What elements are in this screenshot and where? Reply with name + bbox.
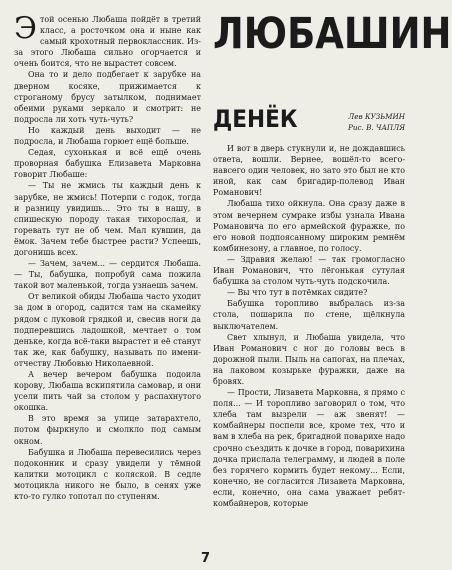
paragraph-1: Этой осенью Любаша пойдёт в третий класс, а росточком она и ныне как самый крохотный первоклассник. Из-за этого Любаша сильно огорчается и очень боится, что не вырастет совсем. xyxy=(14,11,201,69)
paragraph-r1: И вот в дверь стукнули и, не дождавшись ответа, вошли. Вернее, вошёл-то всего-навсего один человек, но зато это был не кто иной, как сам бригадир-полевод Иван Романович! xyxy=(213,144,405,198)
paragraph-5: — Ты не жмись ты каждый день к зарубке, не жмись! Потерпи с годок, тогда и разницу увидишь... Это ты в нашу, в спишескую породу такая тихорослая, и горевать тут не об чем. Мал кувшин, да ёмок. Зачем тебе быстрее расти? Успеешь, догонишь всех. xyxy=(14,181,201,257)
title-block xyxy=(213,9,452,133)
paragraph-9: В это время за улице затарахтело, потом фыркнуло и смолкло под самым окном. xyxy=(14,414,201,446)
paragraph-6: — Зачем, зачем... — сердится Любаша. — Ты, бабушка, попробуй сама пожила такой вот маленькой, тогда узнаешь зачем. xyxy=(14,259,201,291)
page-number: 7 xyxy=(201,551,211,566)
paragraph-2: Она то и дело подбегает к зарубке на дверном косяке, прижимается к строганому брусу затылком, поднимает обеими руками зеркало и смотрит: не подросла ли хоть чуть-чуть? xyxy=(14,70,201,124)
paragraph-r3: — Здравия желаю! — так громогласно Иван Романович, что лёгонькая сутулая бабушка за столом чуть-чуть подскочила. xyxy=(213,254,405,287)
author-credit: Лев КУЗЬМИН xyxy=(348,112,405,121)
paragraph-3: Но каждый день выходит — не подросла, и Любаша горюет ещё больше. xyxy=(14,125,201,147)
story-title-line2: ДЕНЁК xyxy=(213,105,298,133)
paragraph-7: От великой обиды Любаша часто уходит за дом в огород, садится там на скамейку рядом с луковой грядкой и, свесив ноги да подперевшись ладошкой, мечтает о том деньке, когда всё-таки вырастет и её станут так же, как бабушку, называть по имени-отчеству Любовью Николаевной. xyxy=(14,292,201,368)
paragraph-r6: Свет хлынул, и Любаша увидела, что Иван Романович с ног до головы весь в дорожной пыли. Пыль на сапогах, на плечах, на лаковом козырьке фуражки, даже на бровях. xyxy=(213,332,405,386)
paragraph-r2: Любаша тихо ойкнула. Она сразу даже в этом вечернем сумраке избы узнала Ивана Романовича по его армейской фуражке, по его новой подпоясанному широким ремнём комбинезону, а главное, по голосу. xyxy=(213,199,405,253)
paragraph-4: Седая, сухонькая и всё ещё очень проворная бабушка Елизавета Марковна говорит Любаше: xyxy=(14,148,201,180)
paragraph-r7: — Прости, Лизавета Марковна, я прямо с поля... — И торопливо заговорил о том, что хлеба там вызрели — аж звенят! — комбайнеры поспели все, кроме тех, что и вам в хлеба на рек, бригадной поварихе надо срочно съездить к дочке в город, поварихина дочка прислала телеграмму, и людей в поле без горячего кормить будет некому... Если, конечно, не согласится Лизавета Марковна, если, конечно, она сама уважает ребят-комбайнеров, которые xyxy=(213,388,405,508)
paragraph-r5: Бабушка торопливо выбралась из-за стола, пошарила по стене, щёлкнула выключателем. xyxy=(213,299,405,331)
drop-cap: Э xyxy=(14,11,37,46)
illustrator-credit: Рис. В. ЧАПЛЯ xyxy=(348,123,405,132)
left-text-column xyxy=(14,11,201,502)
paragraph-10: Бабушка и Любаша перевесились через подоконник и сразу увидели у тёмной калитки мотоцикл с коляской. В седле мотоцикла никого не было, в сенях уже кто-то гулко топотал по ступеням. xyxy=(14,447,201,502)
story-title-line1: ЛЮБАШИН xyxy=(213,9,452,59)
right-text-column xyxy=(213,143,405,509)
paragraph-8: А вечер вечером бабушка подоила корову, Любаша вскипятила самовар, и они усели пить чай за столом у распахнутого окошка. xyxy=(14,370,201,413)
paragraph-r4: — Вы что тут в потёмках сидите? xyxy=(227,288,368,298)
